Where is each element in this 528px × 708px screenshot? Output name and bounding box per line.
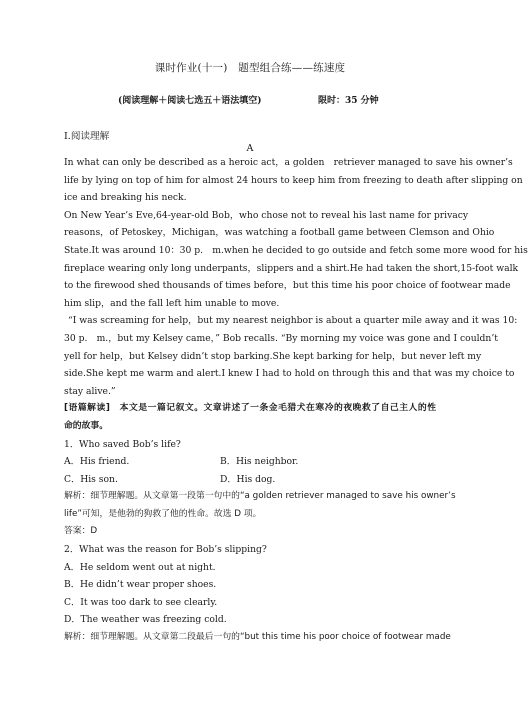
passage-line: State.It was around 10：30 p. m.when he decided to go outside and fetch some more wood for his — [64, 244, 528, 256]
passage-line: 30 p. m.，but my Kelsey came，” Bob recalls. “By morning my voice was gone and I couldn’t — [64, 332, 498, 344]
passage-body — [64, 154, 528, 647]
passage-line: In what can only be described as a heroic act，a golden retriever managed to save his owner’s — [64, 157, 513, 168]
question-1-stem: 1．Who saved Bob’s life? — [64, 438, 181, 450]
question-1-option-b: B．His neighbor. — [220, 456, 299, 468]
question-1-option-d: D．His dog. — [220, 473, 276, 485]
time-limit: 限时：35 分钟 — [318, 96, 379, 106]
question-1-answer: 答案：D — [64, 526, 98, 537]
question-1-explanation: life”可知，是他勃的狗救了他的性命。故选 D 项。 — [64, 508, 262, 519]
question-1-option-a: A．His friend. — [64, 456, 130, 468]
passage-line: stay alive.” — [64, 385, 116, 397]
passage-line: yell for help，but Kelsey didn’t stop barking.She kept barking for help，but never left my — [64, 350, 482, 362]
exercise-subtitle: (阅读理解＋阅读七选五＋语法填空) — [118, 96, 262, 106]
passage-line: ice and breaking his neck. — [64, 192, 187, 204]
passage-line: him slip，and the fall left him unable to move. — [64, 297, 280, 309]
discourse-analysis: [语篇解读] 本文是一篇记叙文。文章讲述了一条金毛猎犬在寒冷的夜晚救了自己主人的性 — [64, 403, 436, 414]
question-2-option-a: A．He seldom went out at night. — [64, 561, 216, 573]
question-2-option-b: B．He didn’t wear proper shoes. — [64, 579, 217, 591]
passage-line: to the firewood shed thousands of times before，but this time his poor choice of footwear made — [64, 280, 511, 292]
question-1-option-c: C．His son. — [64, 473, 118, 485]
passage-line: On New Year’s Eve,64-year-old Bob，who chose not to reveal his last name for privacy — [64, 209, 469, 221]
question-1-explanation: 解析：细节理解题。从文章第一段第一句中的“a golden retriever managed to save his owner’s — [64, 491, 456, 502]
question-2-explanation: 解析：细节理解题。从文章第二段最后一句的“but this time his poor choice of footwear made — [64, 632, 451, 643]
question-1-options-row — [64, 471, 436, 489]
passage-line: reasons，of Petoskey，Michigan，was watching a football game between Clemson and Ohio — [64, 227, 495, 239]
passage-letter: A — [246, 143, 254, 154]
passage-line: life by lying on top of him for almost 24 hours to keep him from freezing to death after slipping on — [64, 174, 523, 186]
question-2-option-d: D．The weather was freezing cold. — [64, 614, 227, 626]
page-title: 课时作业(十一) 题型组合练——练速度 — [154, 62, 346, 74]
question-2-stem: 2．What was the reason for Bob’s slipping? — [64, 544, 267, 556]
passage-line: side.She kept me warm and alert.I knew I had to hold on through this and that was my choice to — [64, 368, 515, 380]
section-heading: Ⅰ.阅读理解 — [64, 131, 110, 142]
passage-line: “I was screaming for help，but my nearest neighbor is about a quarter mile away and it was 10: — [68, 315, 518, 327]
discourse-analysis: 命的故事。 — [64, 420, 108, 431]
passage-line: fireplace wearing only long underpants，slippers and a shirt.He had taken the short,15-foot walk — [64, 262, 519, 274]
question-1-options-row — [64, 453, 436, 471]
question-2-option-c: C．It was too dark to see clearly. — [64, 596, 218, 608]
